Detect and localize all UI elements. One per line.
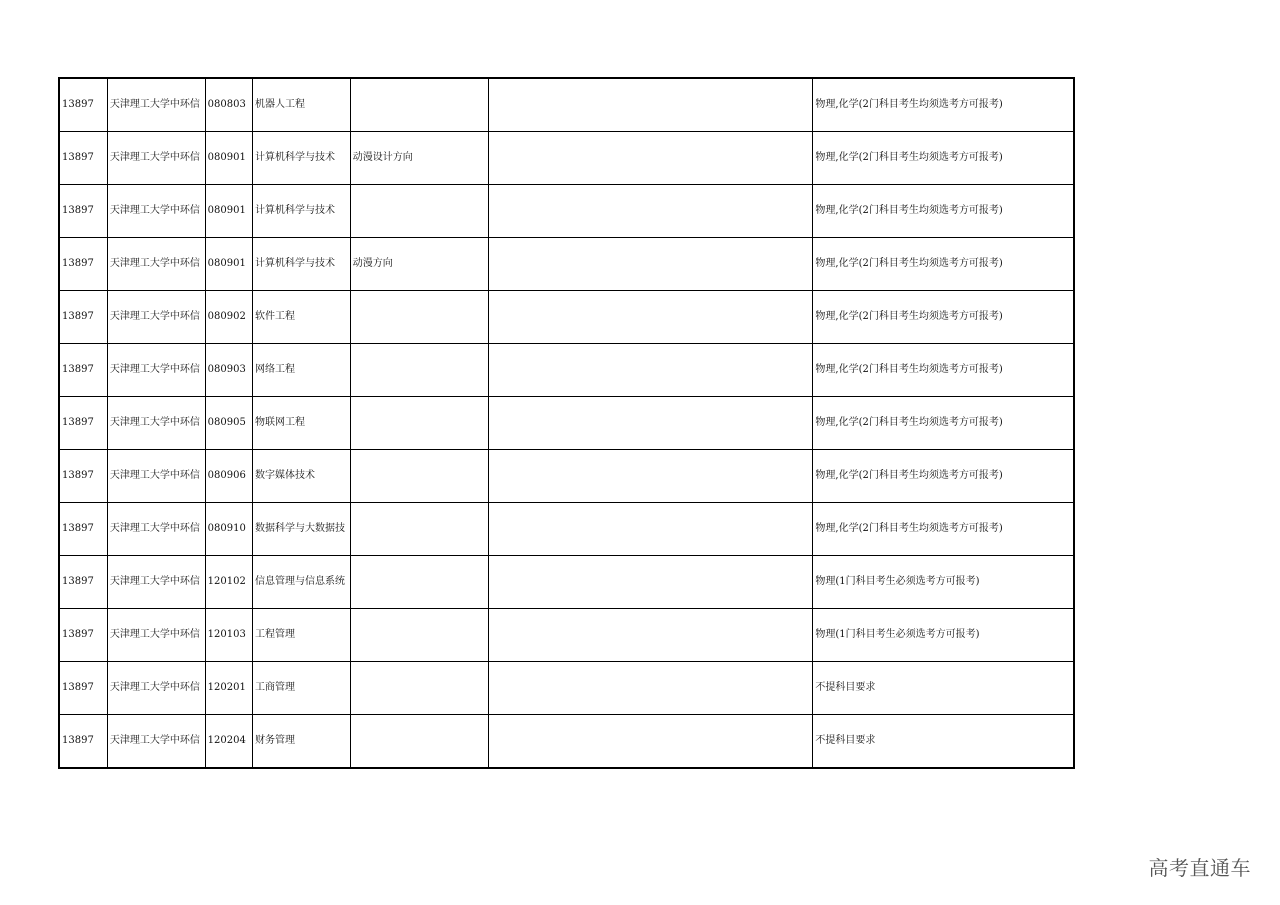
subject-requirement-cell: 物理,化学(2门科目考生均须选考方可报考) (813, 397, 1074, 450)
note-cell (488, 556, 813, 609)
note-cell (488, 397, 813, 450)
major-direction-cell (350, 609, 488, 662)
major-code-cell: 080903 (205, 344, 252, 397)
table-row (59, 132, 1074, 185)
school-code-cell: 13897 (59, 450, 107, 503)
table-row (59, 450, 1074, 503)
subject-requirement-cell: 物理,化学(2门科目考生均须选考方可报考) (813, 344, 1074, 397)
table-row (59, 344, 1074, 397)
major-code-cell: 080803 (205, 78, 252, 132)
subject-requirement-cell: 物理,化学(2门科目考生均须选考方可报考) (813, 132, 1074, 185)
school-name-cell: 天津理工大学中环信 (107, 132, 205, 185)
subject-requirement-cell: 不提科目要求 (813, 715, 1074, 769)
subject-requirement-cell: 物理,化学(2门科目考生均须选考方可报考) (813, 291, 1074, 344)
major-code-cell: 080905 (205, 397, 252, 450)
major-direction-cell (350, 556, 488, 609)
major-name-cell: 软件工程 (253, 291, 351, 344)
school-name-cell: 天津理工大学中环信 (107, 397, 205, 450)
major-code-cell: 080901 (205, 185, 252, 238)
note-cell (488, 238, 813, 291)
school-code-cell: 13897 (59, 291, 107, 344)
school-code-cell: 13897 (59, 78, 107, 132)
watermark-text: 高考直通车 (1148, 856, 1251, 880)
major-name-cell: 信息管理与信息系统 (253, 556, 351, 609)
subject-requirement-cell: 物理(1门科目考生必须选考方可报考) (813, 556, 1074, 609)
major-name-cell: 机器人工程 (253, 78, 351, 132)
note-cell (488, 291, 813, 344)
major-direction-cell (350, 450, 488, 503)
note-cell (488, 344, 813, 397)
subject-requirement-cell: 物理(1门科目考生必须选考方可报考) (813, 609, 1074, 662)
table-row (59, 397, 1074, 450)
school-code-cell: 13897 (59, 609, 107, 662)
school-code-cell: 13897 (59, 397, 107, 450)
school-name-cell: 天津理工大学中环信 (107, 609, 205, 662)
table-row (59, 503, 1074, 556)
school-code-cell: 13897 (59, 503, 107, 556)
note-cell (488, 609, 813, 662)
major-name-cell: 物联网工程 (253, 397, 351, 450)
major-name-cell: 网络工程 (253, 344, 351, 397)
table-row (59, 662, 1074, 715)
note-cell (488, 715, 813, 769)
school-name-cell: 天津理工大学中环信 (107, 238, 205, 291)
subject-requirement-cell: 物理,化学(2门科目考生均须选考方可报考) (813, 238, 1074, 291)
major-code-cell: 080906 (205, 450, 252, 503)
major-direction-cell (350, 715, 488, 769)
school-name-cell: 天津理工大学中环信 (107, 503, 205, 556)
note-cell (488, 132, 813, 185)
table-row (59, 78, 1074, 132)
school-code-cell: 13897 (59, 132, 107, 185)
major-direction-cell (350, 662, 488, 715)
school-code-cell: 13897 (59, 185, 107, 238)
school-name-cell: 天津理工大学中环信 (107, 344, 205, 397)
major-code-cell: 080902 (205, 291, 252, 344)
note-cell (488, 185, 813, 238)
major-code-cell: 080901 (205, 132, 252, 185)
major-direction-cell (350, 503, 488, 556)
major-name-cell: 工程管理 (253, 609, 351, 662)
major-code-cell: 120204 (205, 715, 252, 769)
major-code-cell: 120103 (205, 609, 252, 662)
table-row (59, 238, 1074, 291)
table-row (59, 609, 1074, 662)
major-name-cell: 财务管理 (253, 715, 351, 769)
major-name-cell: 计算机科学与技术 (253, 185, 351, 238)
note-cell (488, 450, 813, 503)
major-name-cell: 数据科学与大数据技 (253, 503, 351, 556)
subject-requirement-cell: 物理,化学(2门科目考生均须选考方可报考) (813, 450, 1074, 503)
subject-requirement-cell: 物理,化学(2门科目考生均须选考方可报考) (813, 78, 1074, 132)
subject-requirement-cell: 不提科目要求 (813, 662, 1074, 715)
major-name-cell: 工商管理 (253, 662, 351, 715)
major-direction-cell (350, 344, 488, 397)
subject-requirement-cell: 物理,化学(2门科目考生均须选考方可报考) (813, 185, 1074, 238)
school-code-cell: 13897 (59, 715, 107, 769)
subject-requirement-table (58, 77, 1075, 769)
school-name-cell: 天津理工大学中环信 (107, 450, 205, 503)
school-name-cell: 天津理工大学中环信 (107, 662, 205, 715)
school-name-cell: 天津理工大学中环信 (107, 78, 205, 132)
school-code-cell: 13897 (59, 344, 107, 397)
major-name-cell: 计算机科学与技术 (253, 132, 351, 185)
major-code-cell: 080901 (205, 238, 252, 291)
school-name-cell: 天津理工大学中环信 (107, 291, 205, 344)
table-row (59, 715, 1074, 769)
major-name-cell: 数字媒体技术 (253, 450, 351, 503)
school-code-cell: 13897 (59, 662, 107, 715)
school-name-cell: 天津理工大学中环信 (107, 185, 205, 238)
school-name-cell: 天津理工大学中环信 (107, 715, 205, 769)
major-direction-cell: 动漫方向 (350, 238, 488, 291)
major-code-cell: 120102 (205, 556, 252, 609)
subject-requirement-cell: 物理,化学(2门科目考生均须选考方可报考) (813, 503, 1074, 556)
note-cell (488, 78, 813, 132)
major-code-cell: 120201 (205, 662, 252, 715)
school-code-cell: 13897 (59, 556, 107, 609)
major-direction-cell (350, 185, 488, 238)
major-name-cell: 计算机科学与技术 (253, 238, 351, 291)
major-code-cell: 080910 (205, 503, 252, 556)
note-cell (488, 662, 813, 715)
major-direction-cell (350, 397, 488, 450)
note-cell (488, 503, 813, 556)
major-direction-cell: 动漫设计方向 (350, 132, 488, 185)
table-row (59, 185, 1074, 238)
school-code-cell: 13897 (59, 238, 107, 291)
table-row (59, 291, 1074, 344)
table-row (59, 556, 1074, 609)
table-body (59, 78, 1074, 768)
school-name-cell: 天津理工大学中环信 (107, 556, 205, 609)
major-direction-cell (350, 78, 488, 132)
major-direction-cell (350, 291, 488, 344)
